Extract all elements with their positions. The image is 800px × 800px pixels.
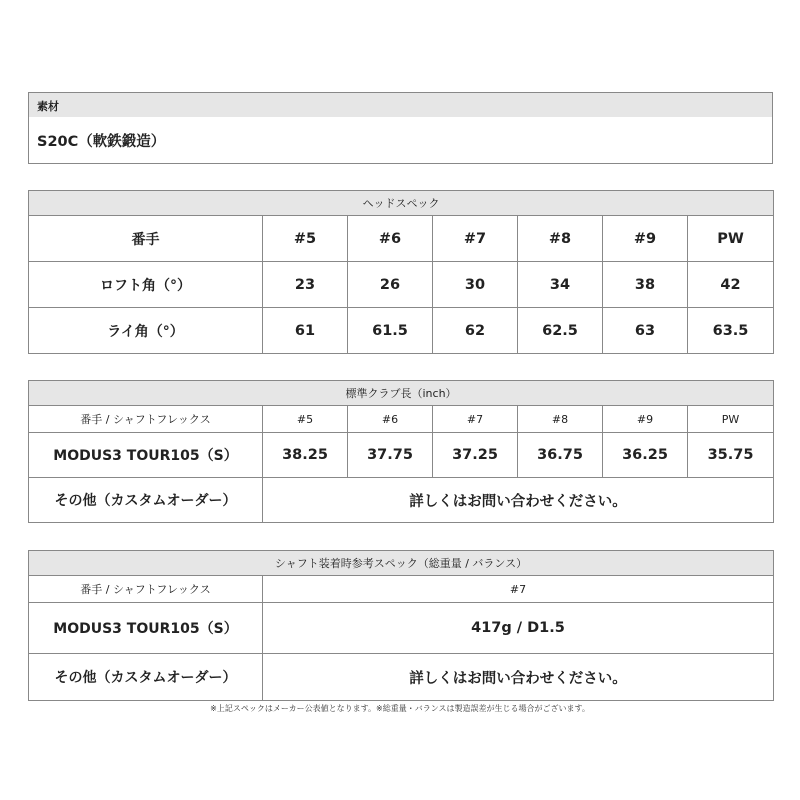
table-cell: PW — [688, 216, 774, 262]
head-spec-title: ヘッドスペック — [29, 191, 774, 216]
table-cell: #5 — [263, 216, 348, 262]
head-spec-table — [28, 190, 774, 354]
table-cell: 61.5 — [348, 308, 433, 354]
row-label: MODUS3 TOUR105（S） — [29, 603, 263, 654]
column-header: PW — [688, 406, 774, 433]
column-header: #7 — [263, 576, 774, 603]
table-cell: 417g / D1.5 — [263, 603, 774, 654]
column-header: #6 — [348, 406, 433, 433]
table-cell: 37.75 — [348, 433, 433, 478]
column-header: #9 — [603, 406, 688, 433]
table-cell: #8 — [518, 216, 603, 262]
material-title: 素材 — [28, 92, 773, 118]
table-cell: 37.25 — [433, 433, 518, 478]
table-cell: 62.5 — [518, 308, 603, 354]
inquiry-text: 詳しくはお問い合わせください。 — [263, 478, 774, 523]
table-cell: 63 — [603, 308, 688, 354]
table-cell: 23 — [263, 262, 348, 308]
club-length-table — [28, 380, 774, 523]
row-label: ロフト角（°） — [29, 262, 263, 308]
column-header: #8 — [518, 406, 603, 433]
table-cell: 62 — [433, 308, 518, 354]
header-label: 番手 / シャフトフレックス — [29, 576, 263, 603]
table-cell: 38.25 — [263, 433, 348, 478]
table-cell: 30 — [433, 262, 518, 308]
row-label: その他（カスタムオーダー） — [29, 654, 263, 701]
row-label: MODUS3 TOUR105（S） — [29, 433, 263, 478]
table-cell: #7 — [433, 216, 518, 262]
table-cell: 36.75 — [518, 433, 603, 478]
table-cell: 34 — [518, 262, 603, 308]
table-cell: 26 — [348, 262, 433, 308]
header-label: 番手 / シャフトフレックス — [29, 406, 263, 433]
column-header: #5 — [263, 406, 348, 433]
table-cell: #6 — [348, 216, 433, 262]
inquiry-text: 詳しくはお問い合わせください。 — [263, 654, 774, 701]
shaft-spec-table — [28, 550, 774, 701]
table-cell: 63.5 — [688, 308, 774, 354]
table-cell: 42 — [688, 262, 774, 308]
row-label: ライ角（°） — [29, 308, 263, 354]
club-length-title: 標準クラブ長（inch） — [29, 381, 774, 406]
footnote: ※上記スペックはメーカー公表値となります。※総重量・バランスは製造誤差が生じる場合がございます。 — [210, 704, 590, 713]
table-cell: 38 — [603, 262, 688, 308]
table-cell: 35.75 — [688, 433, 774, 478]
row-label: 番手 — [29, 216, 263, 262]
table-cell: 61 — [263, 308, 348, 354]
shaft-spec-title: シャフト装着時参考スペック（総重量 / バランス） — [29, 551, 774, 576]
table-cell: 36.25 — [603, 433, 688, 478]
material-value: S20C（軟鉄鍛造） — [28, 117, 773, 164]
table-cell: #9 — [603, 216, 688, 262]
column-header: #7 — [433, 406, 518, 433]
row-label: その他（カスタムオーダー） — [29, 478, 263, 523]
